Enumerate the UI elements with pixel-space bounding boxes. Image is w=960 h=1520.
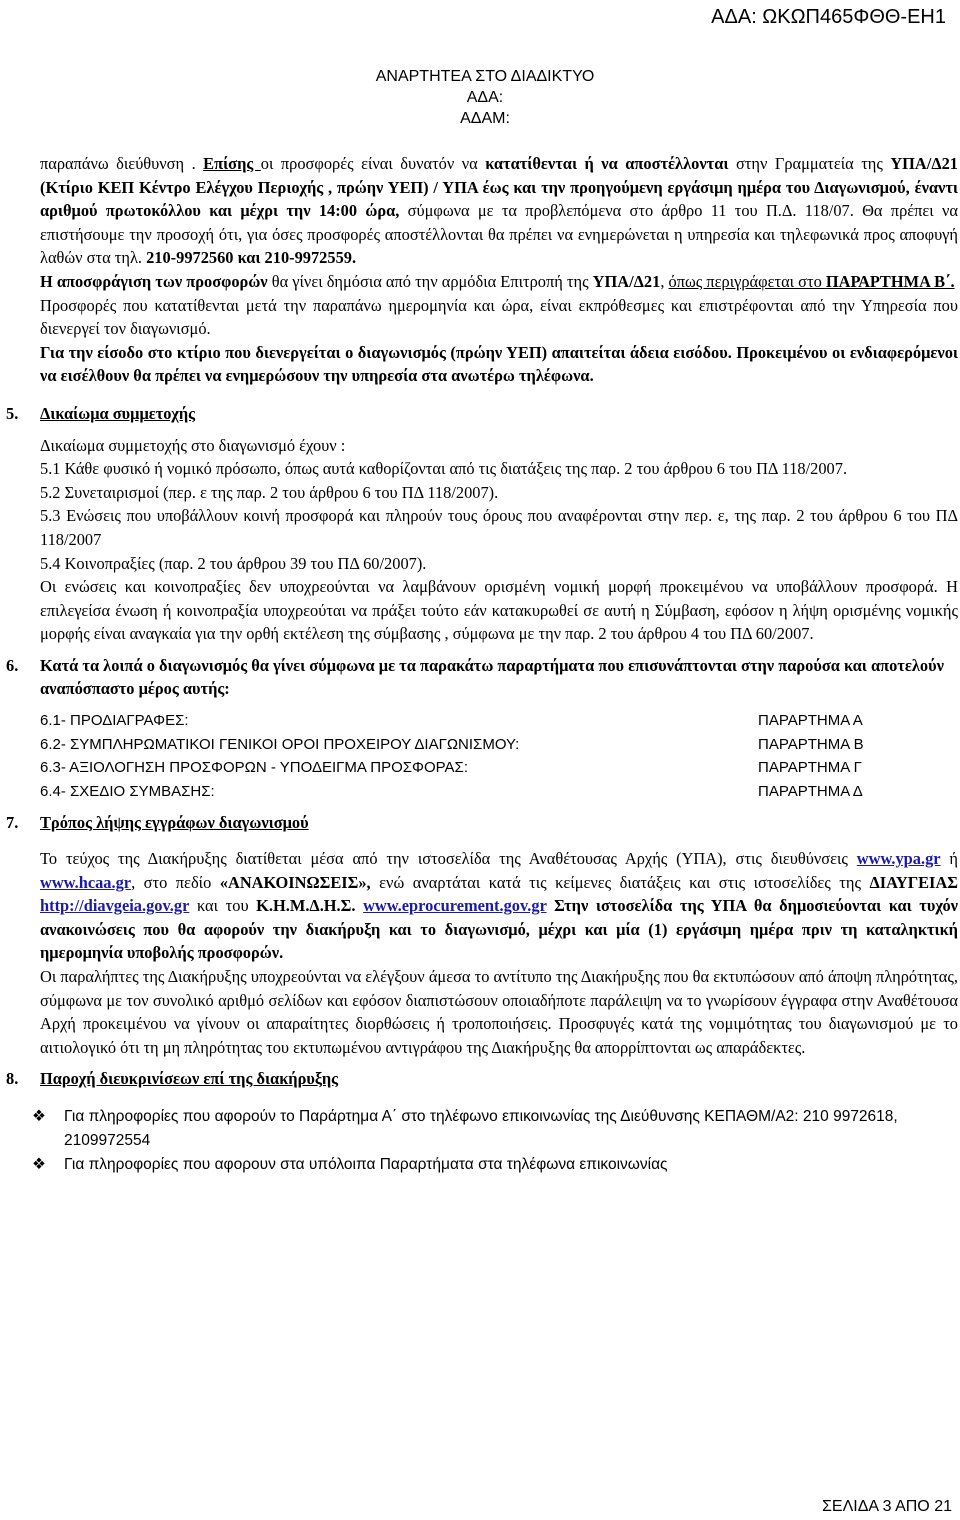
intro-paragraph-2 bbox=[40, 270, 958, 294]
text bbox=[355, 896, 363, 915]
annex-left: 6.3- ΑΞΙΟΛΟΓΗΣΗ ΠΡΟΣΦΟΡΩΝ - ΥΠΟΔΕΙΓΜΑ ΠΡΟΣΦΟΡΑΣ: bbox=[40, 759, 468, 777]
text: , bbox=[660, 271, 669, 291]
text: Οι ενώσεις και κοινοπραξίες δεν υποχρεούνται να λαμβάνουν ορισμένη νομική μορφή προκειμένου να υποβάλλουν προσφορά. Η επιλεγείσα ένωση ή κοινοπραξία υποχρεούται να πράξει τούτο εάν κατακυρωθεί σε αυτή η Σύμβαση, εφόσον η λήψη ορισμένης νομικής μορφής είναι αναγκαία για την ορθή εκτέλεση της σύμβασης , σύμφωνα με την παρ. 2 του άρθρου 4 του ΠΔ 60/2007. bbox=[40, 577, 958, 644]
text: Στην ιστοσελίδα της ΥΠΑ θα δημοσιεύονται και τυχόν ανακοινώσεις που θα αφορούν την διακήρυξη και το διαγωνισμό, μέχρι και μία (1) εργάσιμη ημέρα πριν τη καταληκτική ημερομηνία υποβολής προσφορών. bbox=[40, 896, 958, 963]
header-line1: ΑΝΑΡΤΗΤΕΑ ΣΤΟ ΔΙΑΔΙΚΤΥΟ bbox=[375, 68, 595, 85]
section-number: 7. bbox=[6, 813, 19, 833]
section-7 bbox=[6, 811, 958, 1059]
text bbox=[40, 847, 958, 965]
table-row bbox=[40, 733, 958, 757]
text: 210-9972560 και 210-9972559. bbox=[146, 248, 357, 268]
section-title: Κατά τα λοιπά ο διαγωνισμός θα γίνει σύμφωνα με τα παρακάτω παραρτήματα που επισυνάπτονται στην παρούσα και αποτελούν αναπόσπαστο μέρος αυτής: bbox=[40, 655, 944, 699]
text: 5.3 Ενώσεις που υποβάλλουν κοινή προσφορά και πληρούν τους όρους που αναφέρονται στην περ. ε, της παρ. 2 του άρθρου 6 του ΠΔ 118/2007 bbox=[40, 506, 958, 549]
text: Οι παραλήπτες της Διακήρυξης υποχρεούνται να ελέγξουν άμεσα το αντίτυπο της Διακήρυξης που θα εκτυπώσουν από άποψη πληρότητας, σύμφωνα με τον συνολικό αριθμό σελίδων και εφόσον διαπιστώσουν οποιαδήποτε παράλειψη να το γνωρίσουν έγγραφα στην Αναθέτουσα Αρχή προκειμένου να γίνουν οι απαραίτητες διορθώσεις ή τροποποιήσεις. Προσφυγές κατά της νομιμότητας του διαγωνισμού με το αιτιολογικό ότι τη μη πληρότητας του εκτυπωμένου αντιγράφου της Διακήρυξης θα απορρίπτονται ως απαράδεκτες. bbox=[40, 967, 958, 1057]
intro-paragraph-3: Προσφορές που κατατίθενται μετά την παραπάνω ημερομηνία και ώρα, είναι εκπρόθεσμες και επιστρέφονται από την Υπηρεσία που διενεργεί τον διαγωνισμό. bbox=[40, 295, 958, 339]
section-number: 5. bbox=[6, 403, 19, 423]
text: ΥΠΑ/Δ21 bbox=[592, 271, 661, 291]
text: οι προσφορές είναι δυνατόν να bbox=[260, 154, 486, 173]
section-title: Παροχή διευκρινίσεων επί της διακήρυξης bbox=[40, 1069, 339, 1089]
text: Κ.Η.Μ.Δ.Η.Σ. bbox=[256, 896, 356, 916]
annex-right: ΠΑΡΑΡΤΗΜΑ Β bbox=[758, 735, 864, 753]
text: Για πληροφορίες που αφορουν στα υπόλοιπα Παραρτήματα στα τηλέφωνα επικοινωνίας bbox=[64, 1155, 668, 1173]
intro-paragraph-4: Για την είσοδο στο κτίριο που διενεργείται ο διαγωνισμός (πρώην ΥΕΠ) απαιτείται άδεια εισόδου. Προκειμένου οι ενδιαφερόμενοι να εισέλθουν θα πρέπει να ενημερώσουν την υπηρεσία στα ανωτέρω τηλέφωνα. bbox=[40, 342, 958, 386]
link-hcaa[interactable]: www.hcaa.gr bbox=[40, 872, 132, 892]
text: 5.2 Συνεταιρισμοί (περ. ε της παρ. 2 του άρθρου 6 του ΠΔ 118/2007). bbox=[40, 482, 499, 502]
text: ενώ αναρτάται κατά τις κείμενες διατάξεις και στις ιστοσελίδες της bbox=[370, 872, 870, 892]
text: Το τεύχος της Διακήρυξης διατίθεται μέσα από την ιστοσελίδα της Αναθέτουσας Αρχής (ΥΠΑ), στις διευθύνσεις bbox=[40, 849, 857, 869]
section-number: 6. bbox=[6, 655, 19, 675]
section-6 bbox=[6, 654, 958, 804]
text: Δικαίωμα συμμετοχής στο διαγωνισμό έχουν : bbox=[40, 435, 346, 455]
section-number: 8. bbox=[6, 1069, 19, 1089]
text: 5.4 Κοινοπραξίες (παρ. 2 του άρθρου 39 του ΠΔ 60/2007). bbox=[40, 553, 427, 573]
annex-left: 6.2- ΣΥΜΠΛΗΡΩΜΑΤΙΚΟΙ ΓΕΝΙΚΟΙ ΟΡΟΙ ΠΡΟΧΕΙΡΟΥ ΔΙΑΓΩΝΙΣΜΟΥ: bbox=[40, 735, 520, 753]
text: «ΑΝΑΚΟΙΝΩΣΕΙΣ», bbox=[219, 872, 371, 892]
ada-code: ΑΔΑ: ΩΚΩΠ465ΦΘΘ-ΕΗ1 bbox=[711, 6, 946, 28]
text: κατατίθενται ή να αποστέλλονται bbox=[485, 154, 729, 173]
annex-table bbox=[40, 709, 958, 803]
link-eprocurement[interactable]: www.eprocurement.gov.gr bbox=[363, 896, 547, 916]
annex-right: ΠΑΡΑΡΤΗΜΑ Γ bbox=[758, 759, 862, 777]
list-item bbox=[32, 1105, 958, 1153]
annex-left: 6.1- ΠΡΟΔΙΑΓΡΑΦΕΣ: bbox=[40, 712, 189, 730]
text: ΠΑΡΑΡΤΗΜΑ Β΄. bbox=[825, 271, 955, 291]
text: στην Γραμματεία της bbox=[728, 154, 891, 173]
text: θα γίνει δημόσια από την αρμόδια Επιτροπή της bbox=[267, 271, 593, 291]
page-footer: ΣΕΛΙΔΑ 3 ΑΠΟ 21 bbox=[822, 1498, 952, 1515]
text: ΥΠΑ/Δ21 (Κτίριο ΚΕΠ Κέντρο Ελέγχου Περιοχής , πρώην ΥΕΠ) / ΥΠΑ έως και την προηγούμενη εργάσιμη ημέρα του Διαγωνισμού, έναντι αριθμού πρωτοκόλλου και μέχρι την 14:00 ώρα, bbox=[40, 154, 958, 221]
header-line2: ΑΔΑ: bbox=[466, 89, 504, 106]
text: σύμφωνα με τα προβλεπόμενα στο άρθρο 11 του Π.Δ. 118/07. Θα πρέπει να επιστήσουμε την προσοχή ότι, για όσες προσφορές αποστέλλονται θα πρέπει να ενημερώνεται η υπηρεσία και τηλεφωνικά προς αποφυγή λαθών στα τηλ. bbox=[40, 201, 958, 268]
header-line3: ΑΔΑΜ: bbox=[460, 110, 510, 127]
annex-left: 6.4- ΣΧΕΔΙΟ ΣΥΜΒΑΣΗΣ: bbox=[40, 782, 215, 800]
document-body bbox=[6, 152, 958, 1177]
text: 5.1 Κάθε φυσικό ή νομικό πρόσωπο, όπως αυτά καθορίζονται από τις διατάξεις της παρ. 2 του άρθρου 6 του ΠΔ 118/2007. bbox=[40, 459, 848, 479]
table-row bbox=[40, 780, 958, 804]
bullet-icon: ❖ bbox=[32, 1107, 46, 1125]
text: ΔΙΑΥΓΕΙΑΣ bbox=[869, 872, 958, 892]
section-title: Τρόπος λήψης εγγράφων διαγωνισμού bbox=[40, 813, 309, 833]
link-ypa[interactable]: www.ypa.gr bbox=[856, 849, 941, 869]
text: Για πληροφορίες που αφορούν το Παράρτημα Α΄ στο τηλέφωνο επικοινωνίας της Διεύθυνσης ΚΕΠΑΘΜ/Α2: 210 9972618, 2109972554 bbox=[64, 1107, 898, 1149]
section-8 bbox=[6, 1067, 958, 1177]
text: ή bbox=[940, 849, 958, 869]
annex-right: ΠΑΡΑΡΤΗΜΑ Α bbox=[758, 712, 863, 730]
text: , στο πεδίο bbox=[131, 872, 220, 892]
document-header bbox=[0, 66, 960, 129]
text: παραπάνω διεύθυνση . bbox=[40, 154, 204, 173]
text: Επίσης bbox=[203, 154, 261, 173]
link-diavgeia[interactable]: http://diavgeia.gov.gr bbox=[40, 896, 190, 916]
section-title: Δικαίωμα συμμετοχής bbox=[40, 403, 196, 423]
text: και του bbox=[189, 896, 257, 916]
table-row bbox=[40, 709, 958, 733]
table-row bbox=[40, 756, 958, 780]
intro-paragraph-1 bbox=[40, 152, 958, 270]
text: Η αποσφράγιση των προσφορών bbox=[40, 271, 268, 291]
text: όπως περιγράφεται στο bbox=[668, 271, 826, 291]
list-item bbox=[32, 1153, 958, 1177]
bullet-icon: ❖ bbox=[32, 1155, 46, 1173]
annex-right: ΠΑΡΑΡΤΗΜΑ Δ bbox=[758, 782, 863, 800]
section-5 bbox=[6, 402, 958, 646]
